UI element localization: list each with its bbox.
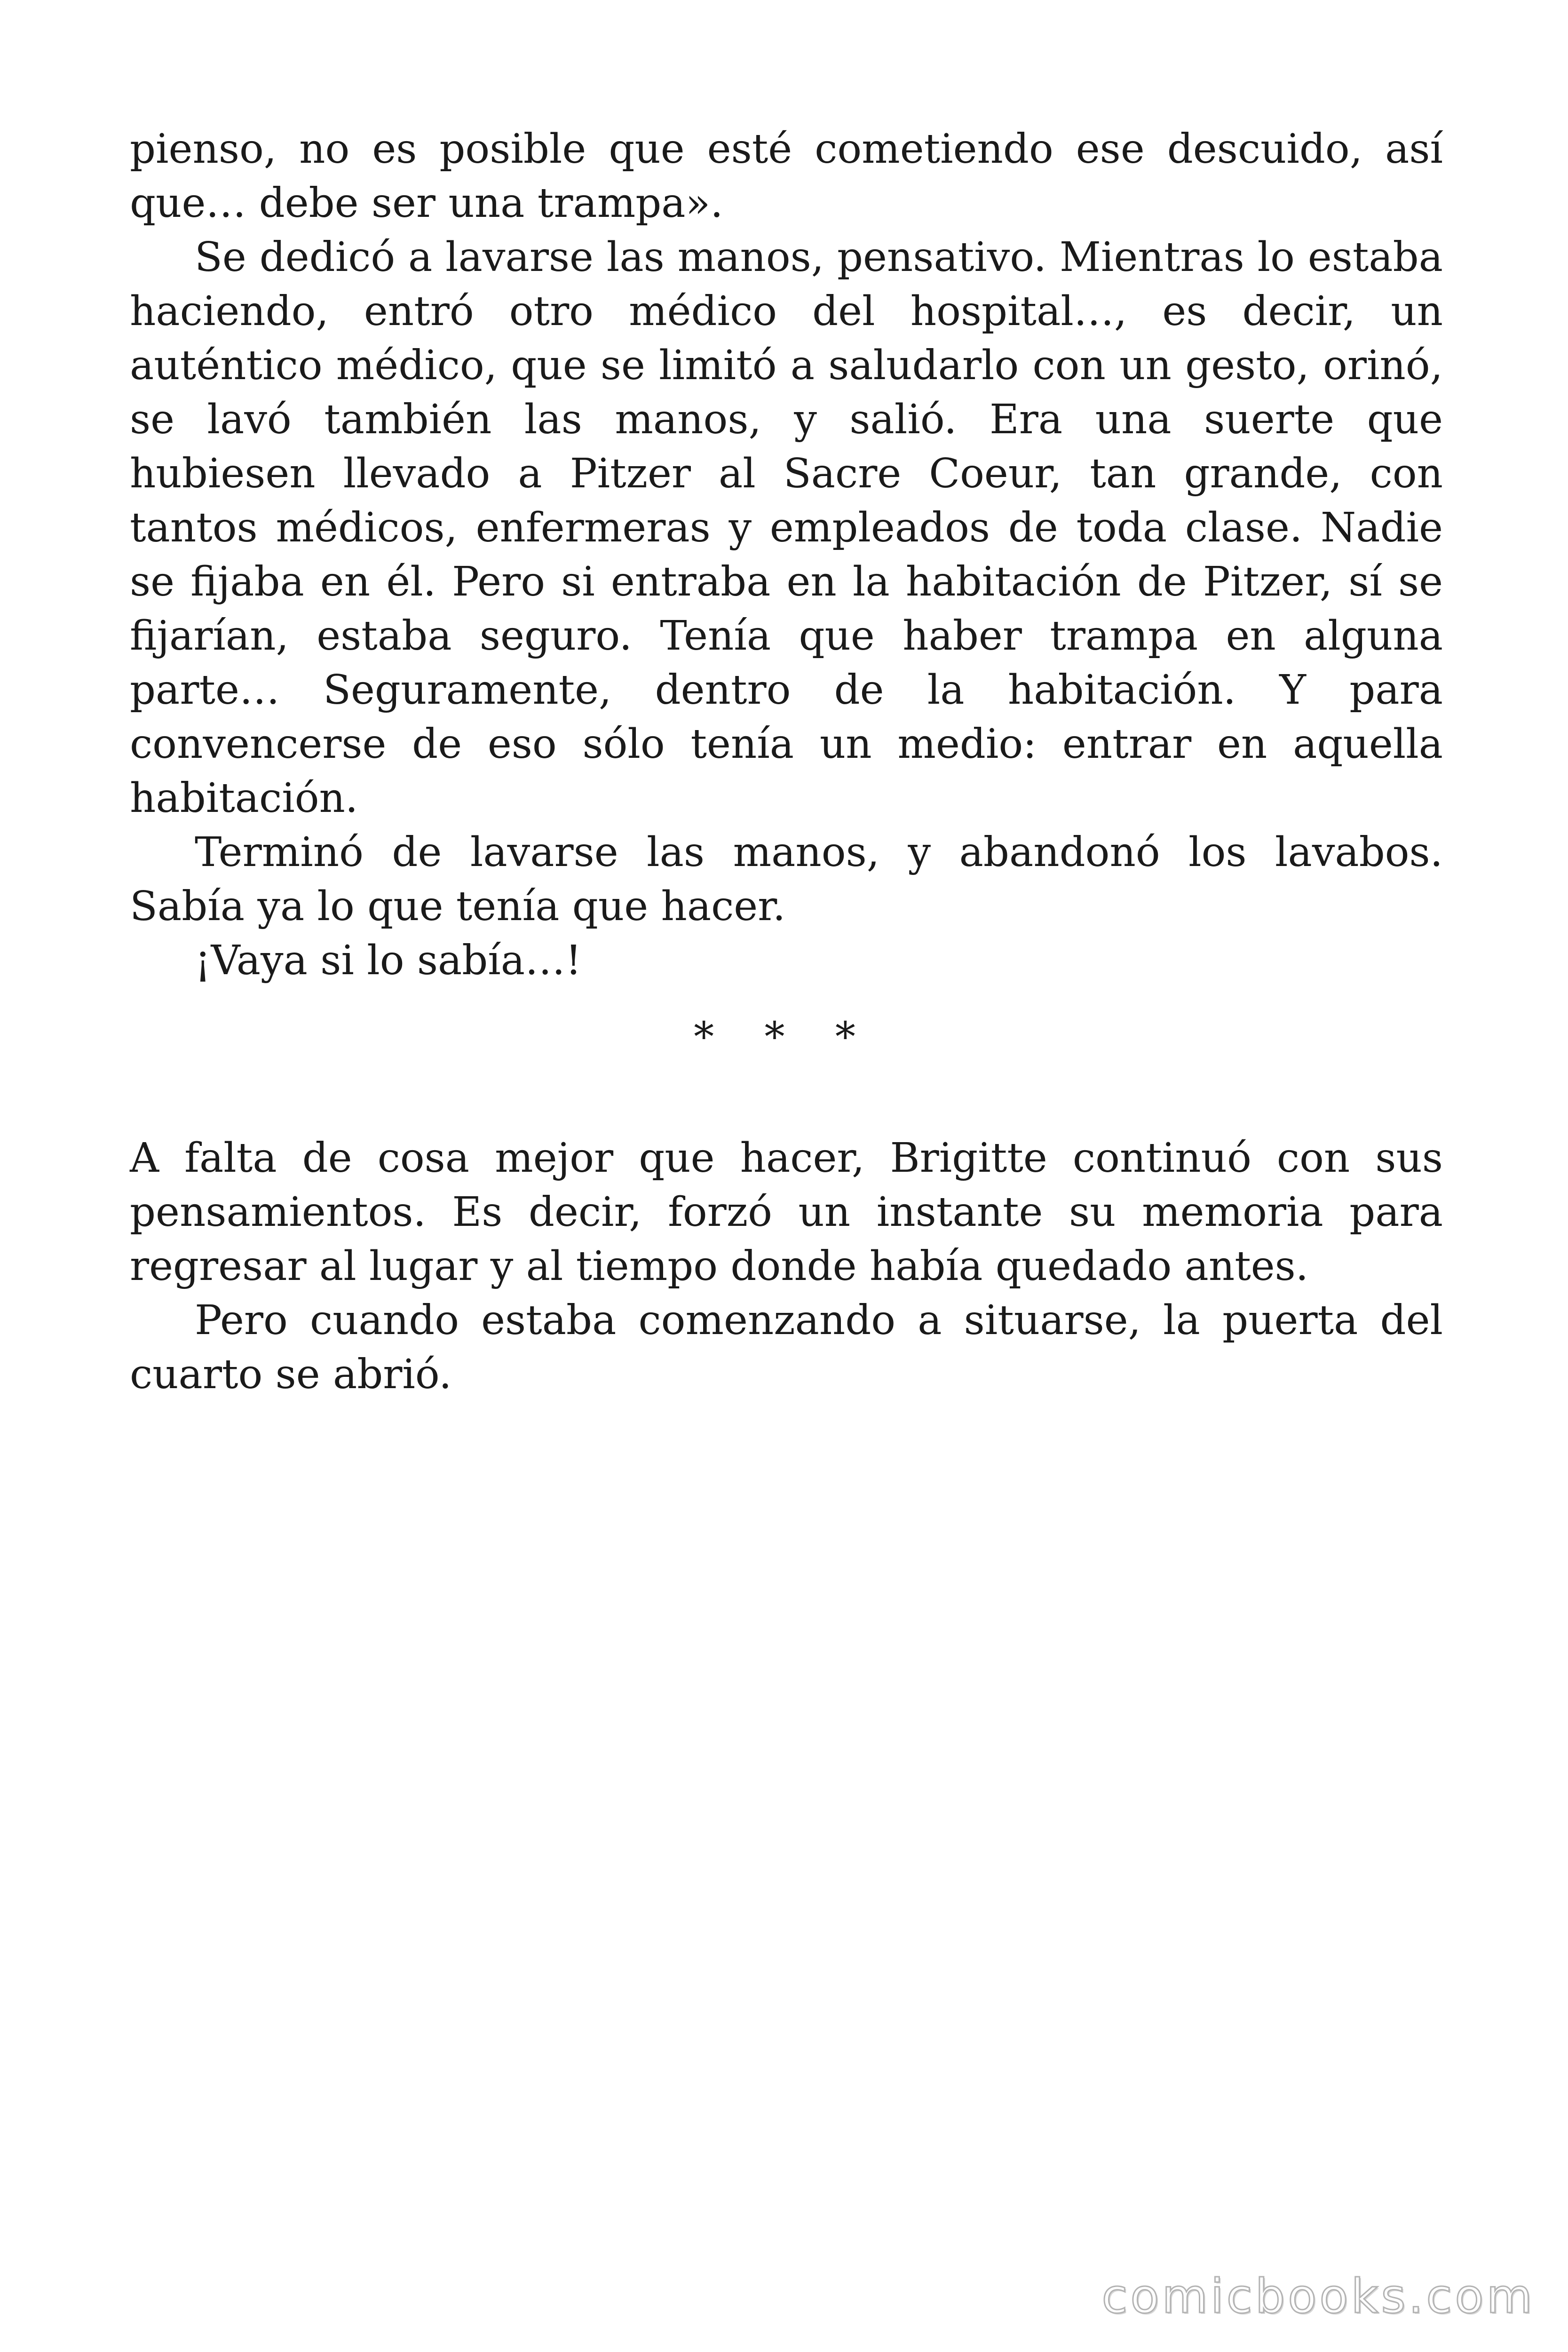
paragraph: ¡Vaya si lo sabía…! — [195, 937, 582, 984]
paragraph-continuation: pienso, no es posible que esté cometiendo ese descuido, así que… debe ser una trampa». — [130, 126, 1443, 227]
paragraph: A falta de cosa mejor que hacer, Brigitte continuó con sus pensamientos. Es decir, forzó un instante su memoria para regresar al lugar y al tiempo donde había quedado antes. — [130, 1135, 1443, 1290]
watermark: comicbooks.com — [1101, 2269, 1535, 2324]
paragraph: Se dedicó a lavarse las manos, pensativo. Mientras lo estaba haciendo, entró otro médico del hospital…, es decir, un auténtico médico, que se limitó a saludarlo con un gesto, orinó, se lavó también las manos, y salió. Era una suerte que hubiesen llevado a Pitzer al Sacre Coeur, tan grande, con tantos médicos, enfermeras y empleados de toda clase. Nadie se fijaba en él. Pero si entraba en la habitación de Pitzer, sí se fijarían, estaba seguro. Tenía que haber trampa en alguna parte… Seguramente, dentro de la habitación. Y para convencerse de eso sólo tenía un medio: entrar en aquella habitación. — [130, 234, 1443, 822]
text-section-2 — [130, 1131, 1443, 1402]
section-separator: * * * — [694, 1014, 874, 1061]
paragraph: Terminó de lavarse las manos, y abandonó los lavabos. Sabía ya lo que tenía que hacer. — [130, 829, 1443, 930]
text-section-1 — [130, 122, 1443, 988]
paragraph: Pero cuando estaba comenzando a situarse, la puerta del cuarto se abrió. — [130, 1297, 1443, 1398]
